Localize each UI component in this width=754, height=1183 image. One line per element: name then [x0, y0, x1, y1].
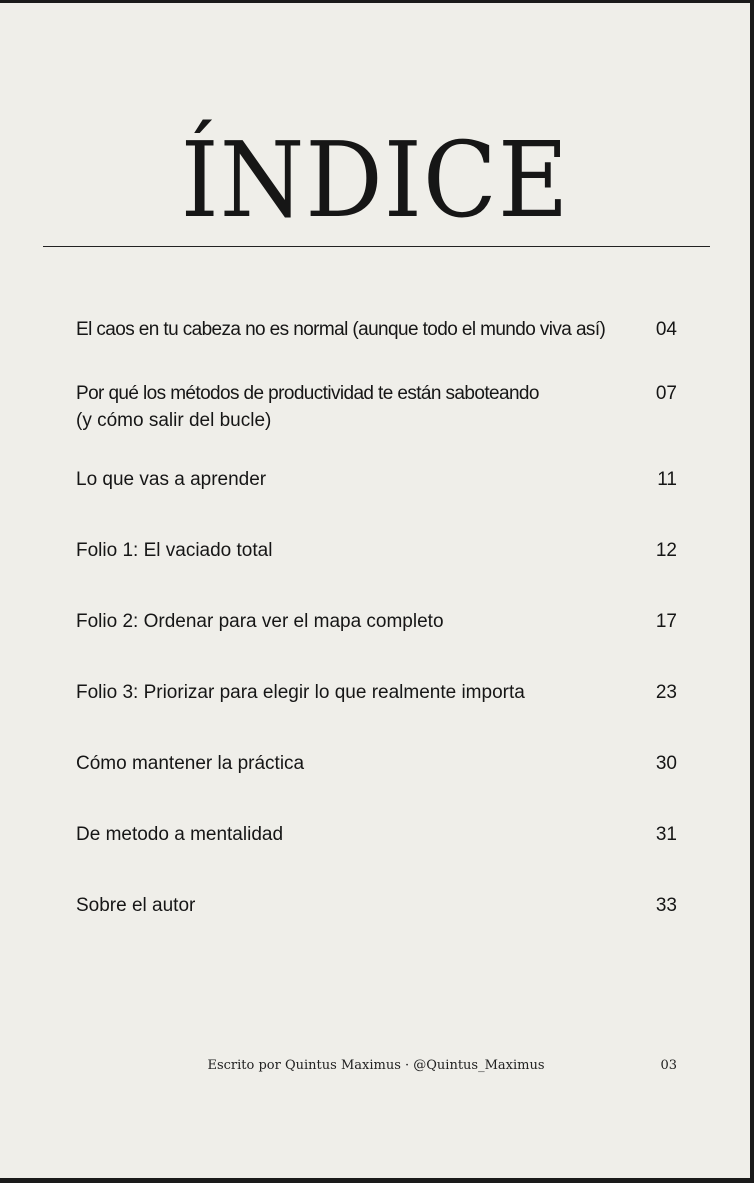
toc-entry-page: 23 — [655, 682, 677, 703]
toc-entry-page: 33 — [655, 895, 677, 916]
toc-entry-title — [76, 380, 621, 434]
toc-entry-title: De metodo a mentalidad — [76, 824, 284, 845]
toc-entry-title: Cómo mantener la práctica — [76, 753, 305, 774]
toc-entry[interactable] — [76, 608, 677, 635]
toc-entry-title: Lo que vas a aprender — [76, 469, 267, 490]
page-number: 03 — [660, 1058, 677, 1073]
toc-entry-page: 31 — [655, 824, 677, 845]
toc-entry[interactable] — [76, 380, 677, 434]
title-divider — [43, 246, 710, 247]
page-title: ÍNDICE — [180, 119, 570, 241]
toc-entry-title-line1: Por qué los métodos de productividad te están saboteando — [76, 383, 539, 404]
toc-entry[interactable] — [76, 316, 677, 343]
toc-entry-page: 17 — [655, 611, 677, 632]
toc-entry[interactable] — [76, 679, 677, 706]
toc-entry-title: El caos en tu cabeza no es normal (aunque todo el mundo viva así) — [76, 319, 606, 340]
toc-entry[interactable] — [76, 537, 677, 564]
toc-entry-title-line2: (y cómo salir del bucle) — [76, 410, 272, 431]
toc-entry[interactable] — [76, 750, 677, 777]
toc-entry-title: Sobre el autor — [76, 895, 196, 916]
toc-entry-page: 04 — [655, 319, 677, 340]
toc-entry-page: 12 — [655, 540, 677, 561]
toc-entry-page: 11 — [657, 469, 677, 490]
toc-entry-page: 07 — [655, 383, 677, 404]
author-credit: Escrito por Quintus Maximus · @Quintus_Maximus — [207, 1058, 545, 1073]
toc-entry-title: Folio 3: Priorizar para elegir lo que realmente importa — [76, 682, 525, 703]
toc-entry[interactable] — [76, 466, 677, 493]
toc-entry-page: 30 — [655, 753, 677, 774]
toc-entry[interactable] — [76, 892, 677, 919]
toc-entry[interactable] — [76, 821, 677, 848]
toc-entry-title: Folio 1: El vaciado total — [76, 540, 273, 561]
toc-entry-title: Folio 2: Ordenar para ver el mapa completo — [76, 611, 444, 632]
document-page — [0, 3, 750, 1178]
